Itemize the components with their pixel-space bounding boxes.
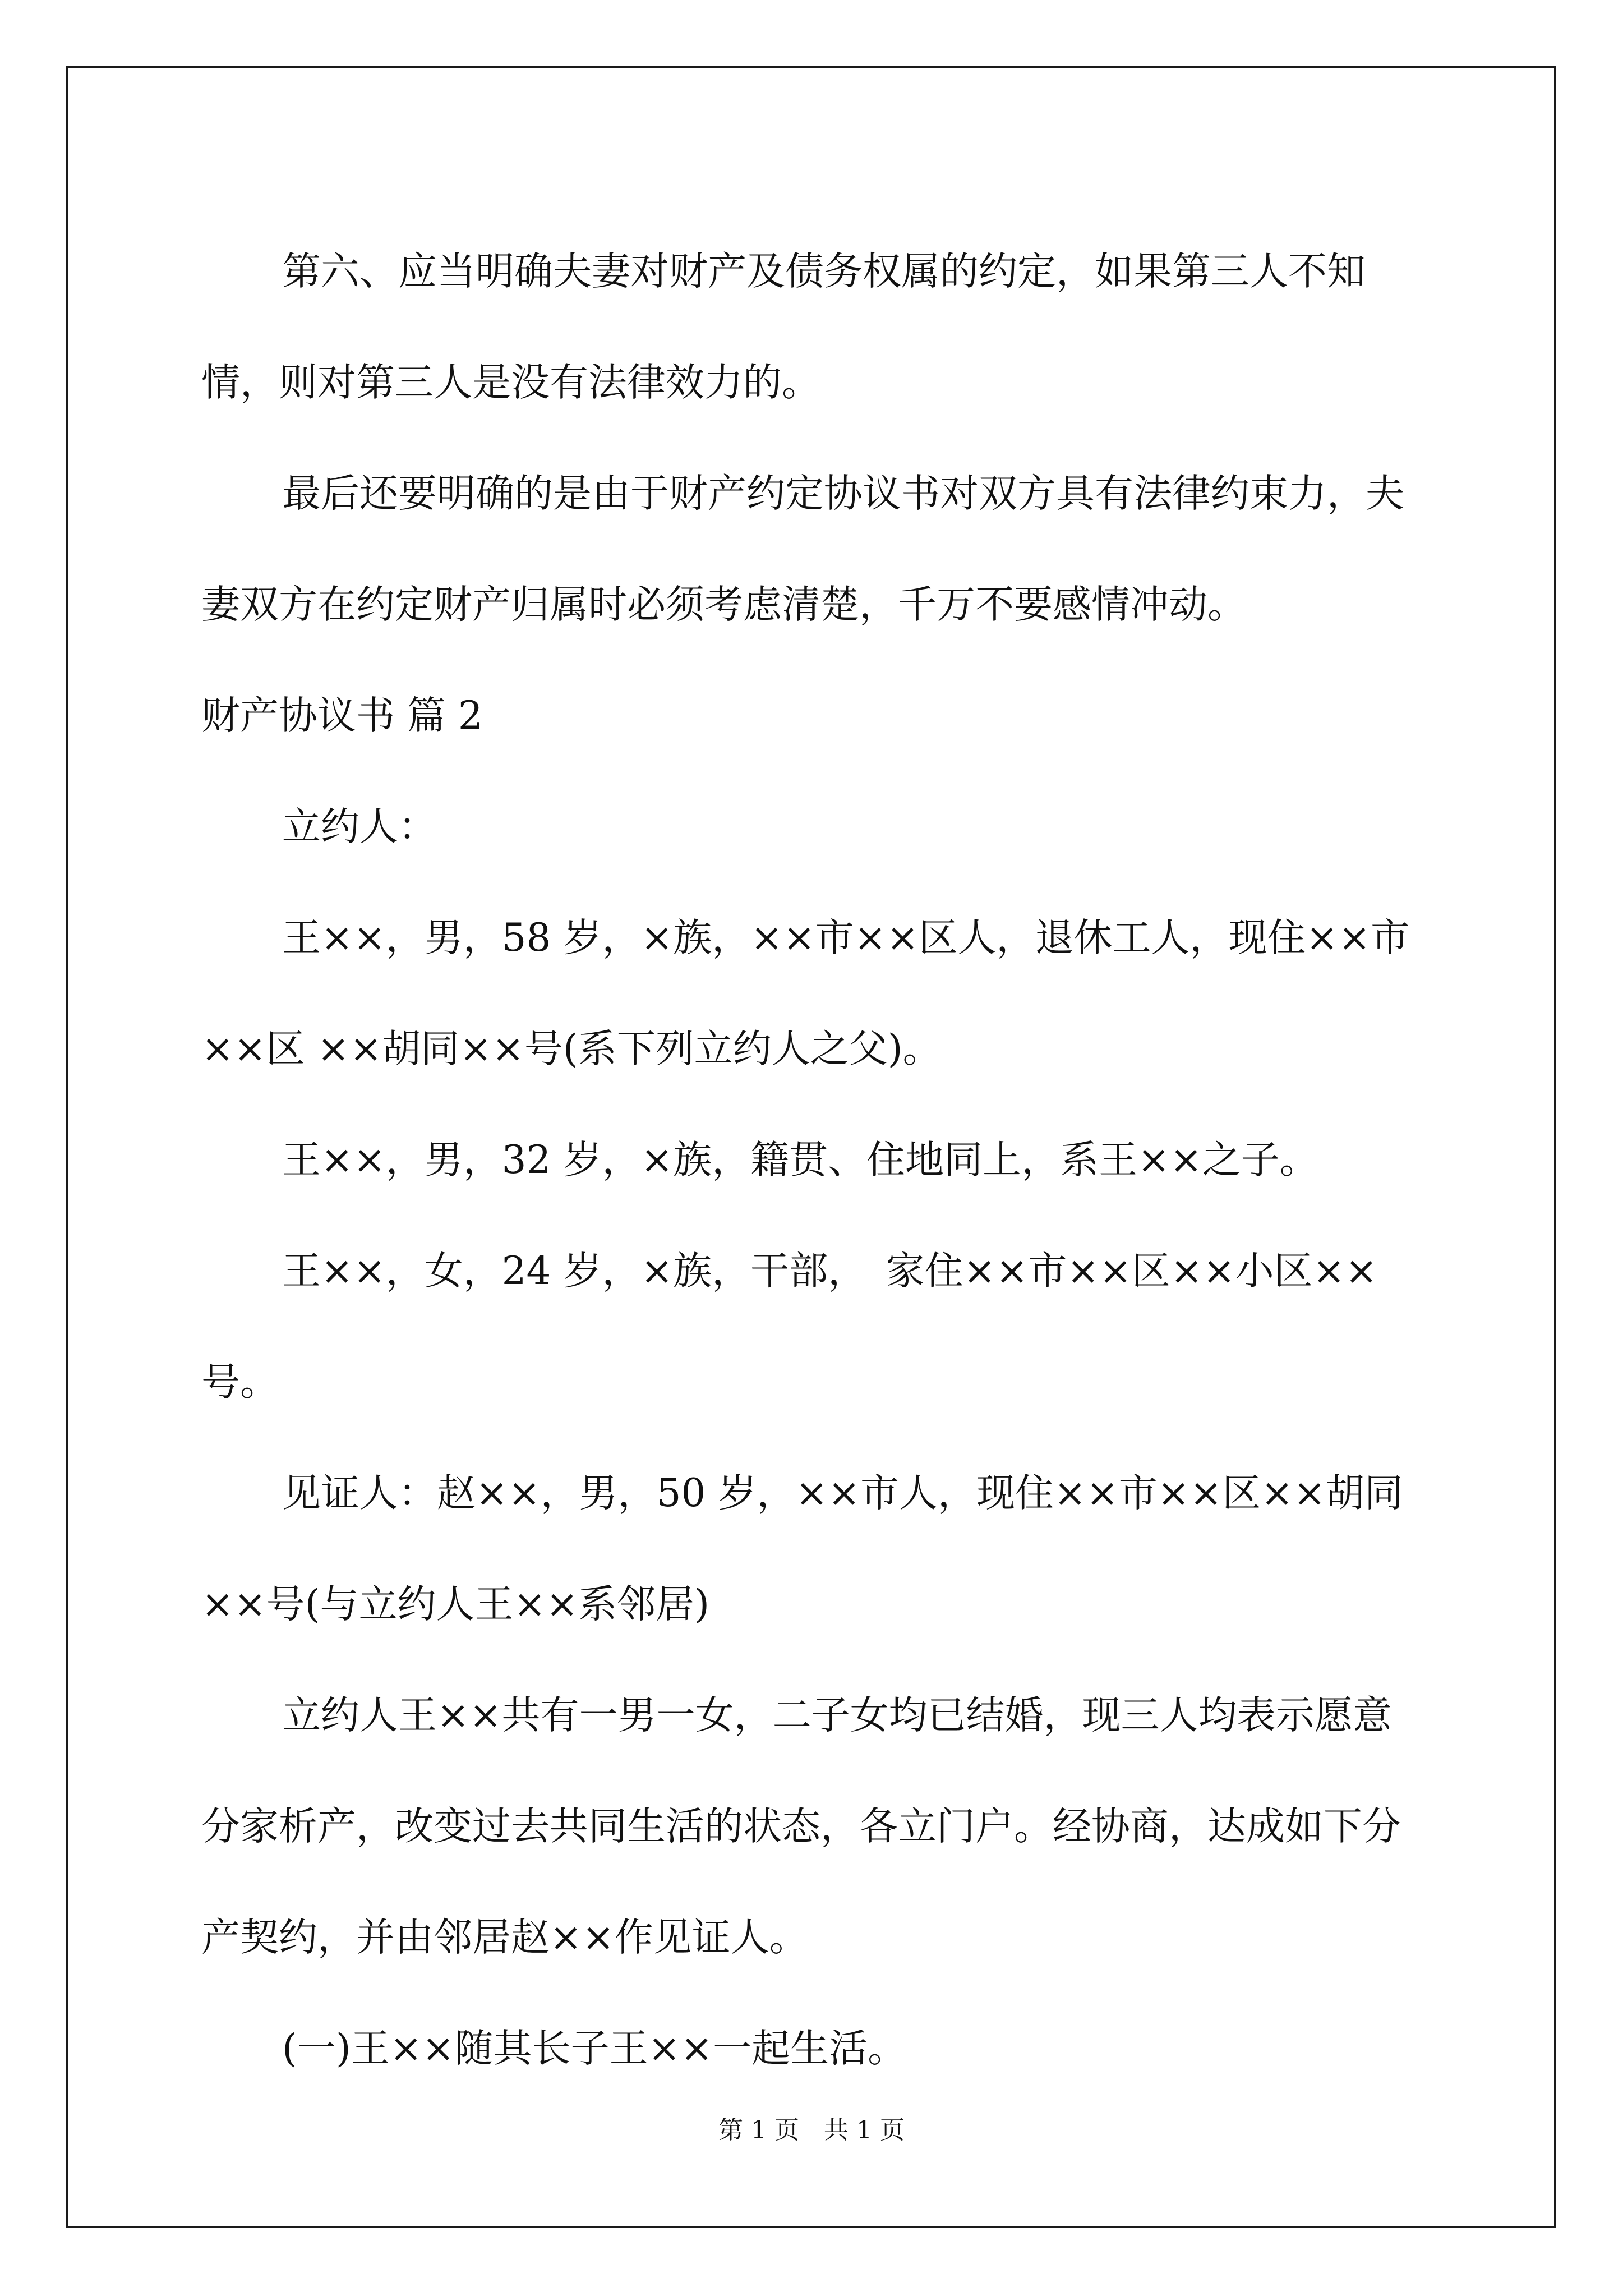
page-footer: 第 1 页 共 1 页 <box>718 2116 905 2145</box>
paragraph-legal-effect-note: 最后还要明确的是由于财产约定协议书对双方具有法律约束力，夫妻双方在约定财产归属时必须考虑清楚，千万不要感情冲动。 <box>201 471 1404 627</box>
section-heading: 财产协议书 篇 2 <box>201 693 483 738</box>
paragraph-witness: 见证人：赵××，男，50 岁，××市人，现住××市××区××胡同××号(与立约人王××系邻居) <box>201 1471 1403 1627</box>
paragraph-party-daughter: 王××，女，24 岁，×族，干部， 家住××市××区××小区××号。 <box>201 1249 1378 1405</box>
paragraph-party-son: 王××，男，32 岁，×族，籍贯、住地同上，系王××之子。 <box>282 1138 1318 1182</box>
paragraph-party-father: 王××，男，58 岁，×族，××市××区人，退休工人，现住××市××区 ××胡同××号(系下列立约人之父)。 <box>201 915 1410 1071</box>
paragraph-parties-label: 立约人： <box>282 804 437 849</box>
document-body <box>201 216 1425 2104</box>
paragraph-agreement-summary: 立约人王××共有一男一女，二子女均已结婚，现三人均表示愿意分家析产，改变过去共同生活的状态，各立门户。经协商，达成如下分产契约，并由邻居赵××作见证人。 <box>201 1693 1401 1960</box>
paragraph-property-agreement-clause-6: 第六、应当明确夫妻对财产及债务权属的约定，如果第三人不知情，则对第三人是没有法律效力的。 <box>201 249 1366 405</box>
paragraph-clause-1: (一)王××随其长子王××一起生活。 <box>282 2026 907 2071</box>
